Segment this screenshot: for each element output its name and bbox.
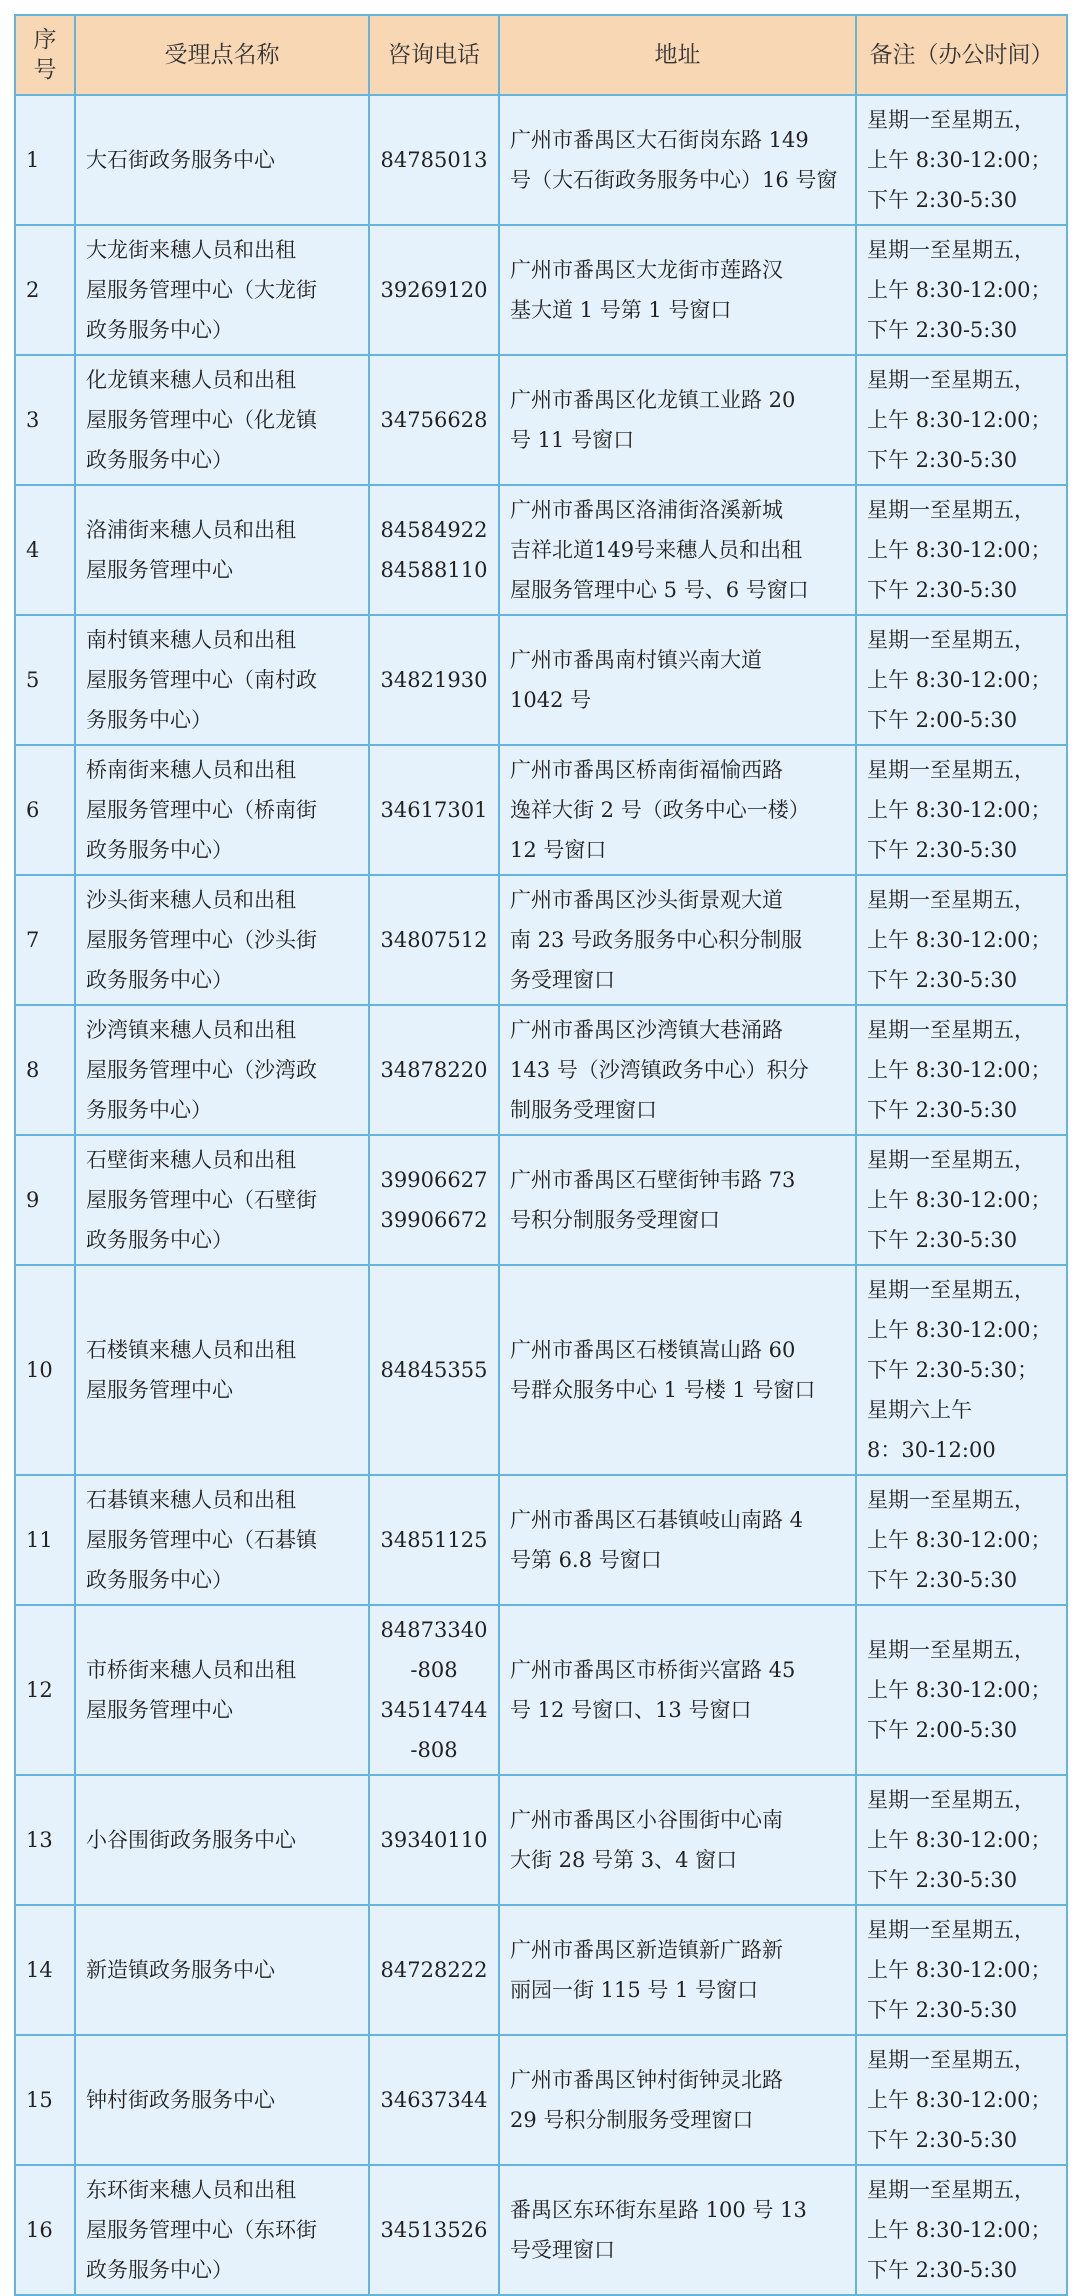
- office-hours-line: 星期一至星期五，: [867, 1278, 1035, 1302]
- row-number: 6: [15, 745, 75, 875]
- phone-number-cell: [369, 1905, 499, 2035]
- row-number: 4: [15, 485, 75, 615]
- address-cell: [499, 1905, 856, 2035]
- row-number: 10: [15, 1265, 75, 1475]
- address-cell: [499, 1605, 856, 1775]
- service-point-name-line: 屋服务管理中心: [86, 1378, 233, 1402]
- address-line: 1042 号: [510, 688, 592, 712]
- phone-number-line: 84845355: [380, 1358, 488, 1382]
- office-hours-cell: [856, 225, 1067, 355]
- service-point-name-line: 务服务中心）: [86, 1098, 212, 1122]
- phone-number-line: -808: [410, 1658, 458, 1682]
- address-cell: [499, 1135, 856, 1265]
- address-cell: [499, 2035, 856, 2165]
- address-cell: [499, 1265, 856, 1475]
- address-cell: [499, 1005, 856, 1135]
- office-hours-cell: [856, 1135, 1067, 1265]
- office-hours-line: 下午 2:30-5:30: [867, 838, 1018, 862]
- office-hours-line: 上午 8:30-12:00；: [867, 1828, 1052, 1852]
- phone-number-line: 39906627: [380, 1168, 488, 1192]
- header-no: [15, 15, 75, 95]
- table-row: [15, 1475, 1067, 1605]
- address-cell: [499, 615, 856, 745]
- table-row: [15, 1605, 1067, 1775]
- table-row: [15, 2035, 1067, 2165]
- header-name: 受理点名称: [75, 15, 369, 95]
- address-line: 143 号（沙湾镇政务中心）积分: [510, 1058, 809, 1082]
- office-hours-line: 星期一至星期五，: [867, 2178, 1035, 2202]
- office-hours-line: 上午 8:30-12:00；: [867, 798, 1052, 822]
- office-hours-line: 下午 2:30-5:30: [867, 2128, 1018, 2152]
- row-number: 12: [15, 1605, 75, 1775]
- phone-number-line: 39269120: [380, 278, 488, 302]
- service-point-name-line: 沙头街来穗人员和出租: [86, 888, 296, 912]
- address-line: 广州市番禺区大石街岗东路 149: [510, 128, 809, 152]
- phone-number-cell: [369, 615, 499, 745]
- service-point-name-line: 屋服务管理中心: [86, 1698, 233, 1722]
- row-number: 16: [15, 2165, 75, 2295]
- service-point-name-line: 洛浦街来穗人员和出租: [86, 518, 296, 542]
- phone-number-line: 34807512: [380, 928, 488, 952]
- address-line: 广州市番禺区钟村街钟灵北路: [510, 2068, 783, 2092]
- row-number: 7: [15, 875, 75, 1005]
- service-point-name-line: 化龙镇来穗人员和出租: [86, 368, 296, 392]
- service-point-name-line: 屋服务管理中心（沙湾政: [86, 1058, 317, 1082]
- address-line: 吉祥北道149号来穗人员和出租: [510, 538, 803, 562]
- service-point-name-line: 屋服务管理中心（石碁镇: [86, 1528, 317, 1552]
- address-line: 丽园一街 115 号 1 号窗口: [510, 1978, 759, 2002]
- phone-number-cell: [369, 1135, 499, 1265]
- header-note: 备注（办公时间）: [856, 15, 1067, 95]
- service-point-name-line: 东环街来穗人员和出租: [86, 2178, 296, 2202]
- office-hours-line: 下午 2:30-5:30: [867, 578, 1018, 602]
- service-point-name-cell: [75, 1905, 369, 2035]
- address-cell: [499, 95, 856, 225]
- address-line: 号 11 号窗口: [510, 428, 635, 452]
- address-line: 12 号窗口: [510, 838, 607, 862]
- service-point-name-line: 政务服务中心）: [86, 838, 233, 862]
- address-line: 屋服务管理中心 5 号、6 号窗口: [510, 578, 809, 602]
- service-point-name-line: 政务服务中心）: [86, 448, 233, 472]
- row-number: 1: [15, 95, 75, 225]
- service-point-name-line: 钟村街政务服务中心: [86, 2088, 275, 2112]
- table-row: [15, 485, 1067, 615]
- office-hours-line: 下午 2:30-5:30: [867, 968, 1018, 992]
- office-hours-line: 下午 2:00-5:30: [867, 1718, 1018, 1742]
- service-point-name-line: 新造镇政务服务中心: [86, 1958, 275, 1982]
- table-header-row: [15, 15, 1067, 95]
- office-hours-cell: [856, 1475, 1067, 1605]
- address-line: 务受理窗口: [510, 968, 615, 992]
- service-point-name-cell: [75, 1265, 369, 1475]
- address-line: 广州市番禺区沙头街景观大道: [510, 888, 783, 912]
- address-line: 大街 28 号第 3、4 窗口: [510, 1848, 738, 1872]
- service-point-name-line: 务服务中心）: [86, 708, 212, 732]
- service-point-name-line: 小谷围街政务服务中心: [86, 1828, 296, 1852]
- service-point-name-cell: [75, 875, 369, 1005]
- office-hours-line: 上午 8:30-12:00；: [867, 148, 1052, 172]
- service-point-name-line: 屋服务管理中心（石壁街: [86, 1188, 317, 1212]
- service-point-name-line: 政务服务中心）: [86, 318, 233, 342]
- office-hours-line: 星期六上午: [867, 1398, 972, 1422]
- office-hours-line: 星期一至星期五，: [867, 2048, 1035, 2072]
- table-row: [15, 95, 1067, 225]
- office-hours-line: 上午 8:30-12:00；: [867, 1318, 1052, 1342]
- address-line: 制服务受理窗口: [510, 1098, 657, 1122]
- office-hours-line: 下午 2:30-5:30: [867, 1568, 1018, 1592]
- table-row: [15, 355, 1067, 485]
- service-point-name-line: 屋服务管理中心（化龙镇: [86, 408, 317, 432]
- phone-number-cell: [369, 95, 499, 225]
- address-cell: [499, 485, 856, 615]
- office-hours-line: 星期一至星期五，: [867, 108, 1035, 132]
- row-number: 2: [15, 225, 75, 355]
- office-hours-cell: [856, 615, 1067, 745]
- address-line: 广州市番禺区石碁镇岐山南路 4: [510, 1508, 804, 1532]
- office-hours-line: 星期一至星期五，: [867, 1018, 1035, 1042]
- table-row: [15, 2165, 1067, 2295]
- service-point-name-line: 政务服务中心）: [86, 968, 233, 992]
- service-point-name-line: 沙湾镇来穗人员和出租: [86, 1018, 296, 1042]
- row-number: 14: [15, 1905, 75, 2035]
- office-hours-line: 上午 8:30-12:00；: [867, 2088, 1052, 2112]
- office-hours-line: 上午 8:30-12:00；: [867, 538, 1052, 562]
- office-hours-line: 下午 2:30-5:30: [867, 1998, 1018, 2022]
- address-line: 号受理窗口: [510, 2238, 615, 2262]
- office-hours-line: 上午 8:30-12:00；: [867, 1058, 1052, 1082]
- table-row: [15, 1135, 1067, 1265]
- table-row: [15, 1005, 1067, 1135]
- office-hours-line: 星期一至星期五，: [867, 1788, 1035, 1812]
- service-point-name-cell: [75, 1135, 369, 1265]
- office-hours-cell: [856, 1265, 1067, 1475]
- phone-number-line: 34513526: [380, 2218, 488, 2242]
- service-point-name-cell: [75, 2165, 369, 2295]
- phone-number-cell: [369, 1605, 499, 1775]
- table-row: [15, 1905, 1067, 2035]
- address-line: 号（大石街政务服务中心）16 号窗: [510, 168, 838, 192]
- address-line: 号积分制服务受理窗口: [510, 1208, 720, 1232]
- office-hours-line: 8：30-12:00: [867, 1438, 996, 1462]
- phone-number-line: 34514744: [380, 1698, 488, 1722]
- office-hours-line: 星期一至星期五，: [867, 368, 1035, 392]
- phone-number-cell: [369, 2035, 499, 2165]
- office-hours-cell: [856, 1775, 1067, 1905]
- office-hours-line: 下午 2:30-5:30: [867, 318, 1018, 342]
- service-point-name-line: 南村镇来穗人员和出租: [86, 628, 296, 652]
- phone-number-line: 39906672: [380, 1208, 488, 1232]
- service-point-name-line: 石楼镇来穗人员和出租: [86, 1338, 296, 1362]
- service-point-name-line: 屋服务管理中心（大龙街: [86, 278, 317, 302]
- phone-number-line: 34617301: [380, 798, 488, 822]
- service-point-name-cell: [75, 1475, 369, 1605]
- service-point-name-cell: [75, 355, 369, 485]
- service-point-name-cell: [75, 485, 369, 615]
- address-line: 广州市番禺区石楼镇嵩山路 60: [510, 1338, 796, 1362]
- address-line: 基大道 1 号第 1 号窗口: [510, 298, 732, 322]
- office-hours-line: 上午 8:30-12:00；: [867, 1958, 1052, 1982]
- office-hours-cell: [856, 2165, 1067, 2295]
- service-point-name-line: 屋服务管理中心（南村政: [86, 668, 317, 692]
- office-hours-line: 星期一至星期五，: [867, 758, 1035, 782]
- office-hours-cell: [856, 485, 1067, 615]
- office-hours-line: 上午 8:30-12:00；: [867, 278, 1052, 302]
- address-line: 广州市番禺区小谷围街中心南: [510, 1808, 783, 1832]
- service-point-name-line: 市桥街来穗人员和出租: [86, 1658, 296, 1682]
- phone-number-line: 34756628: [380, 408, 488, 432]
- office-hours-line: 上午 8:30-12:00；: [867, 668, 1052, 692]
- service-point-name-line: 屋服务管理中心（东环街: [86, 2218, 317, 2242]
- office-hours-cell: [856, 2035, 1067, 2165]
- office-hours-cell: [856, 745, 1067, 875]
- phone-number-cell: [369, 225, 499, 355]
- phone-number-cell: [369, 485, 499, 615]
- service-point-name-cell: [75, 95, 369, 225]
- office-hours-line: 上午 8:30-12:00；: [867, 2218, 1052, 2242]
- service-point-name-line: 石壁街来穗人员和出租: [86, 1148, 296, 1172]
- office-hours-line: 星期一至星期五，: [867, 1918, 1035, 1942]
- address-line: 广州市番禺南村镇兴南大道: [510, 648, 762, 672]
- office-hours-cell: [856, 875, 1067, 1005]
- address-line: 逸祥大街 2 号（政务中心一楼）: [510, 798, 810, 822]
- office-hours-line: 星期一至星期五，: [867, 238, 1035, 262]
- office-hours-line: 星期一至星期五，: [867, 1148, 1035, 1172]
- table-row: [15, 875, 1067, 1005]
- service-points-table: [14, 14, 1068, 2296]
- header-no-line: 序: [33, 27, 57, 53]
- row-number: 5: [15, 615, 75, 745]
- phone-number-cell: [369, 875, 499, 1005]
- address-cell: [499, 1775, 856, 1905]
- office-hours-line: 下午 2:30-5:30: [867, 1098, 1018, 1122]
- service-point-name-cell: [75, 225, 369, 355]
- office-hours-line: 星期一至星期五，: [867, 1488, 1035, 1512]
- phone-number-line: 34637344: [380, 2088, 488, 2112]
- phone-number-line: 84588110: [380, 558, 488, 582]
- address-line: 广州市番禺区沙湾镇大巷涌路: [510, 1018, 783, 1042]
- address-line: 广州市番禺区市桥街兴富路 45: [510, 1658, 796, 1682]
- service-point-name-line: 石碁镇来穗人员和出租: [86, 1488, 296, 1512]
- office-hours-line: 星期一至星期五，: [867, 498, 1035, 522]
- phone-number-line: 34878220: [380, 1058, 488, 1082]
- table-row: [15, 1775, 1067, 1905]
- service-point-name-cell: [75, 745, 369, 875]
- office-hours-line: 上午 8:30-12:00；: [867, 1678, 1052, 1702]
- address-line: 号群众服务中心 1 号楼 1 号窗口: [510, 1378, 816, 1402]
- office-hours-line: 下午 2:30-5:30: [867, 1228, 1018, 1252]
- row-number: 11: [15, 1475, 75, 1605]
- address-line: 番禺区东环街东星路 100 号 13: [510, 2198, 807, 2222]
- service-point-name-line: 政务服务中心）: [86, 1228, 233, 1252]
- office-hours-cell: [856, 95, 1067, 225]
- service-point-name-cell: [75, 1005, 369, 1135]
- phone-number-cell: [369, 1265, 499, 1475]
- office-hours-line: 星期一至星期五，: [867, 1638, 1035, 1662]
- service-point-name-line: 政务服务中心）: [86, 1568, 233, 1592]
- address-cell: [499, 875, 856, 1005]
- phone-number-cell: [369, 2165, 499, 2295]
- service-point-name-line: 大龙街来穗人员和出租: [86, 238, 296, 262]
- address-cell: [499, 2165, 856, 2295]
- address-cell: [499, 225, 856, 355]
- phone-number-cell: [369, 1775, 499, 1905]
- phone-number-cell: [369, 1475, 499, 1605]
- office-hours-line: 上午 8:30-12:00；: [867, 928, 1052, 952]
- service-point-name-line: 屋服务管理中心（桥南街: [86, 798, 317, 822]
- office-hours-line: 星期一至星期五，: [867, 628, 1035, 652]
- address-line: 广州市番禺区新造镇新广路新: [510, 1938, 783, 1962]
- office-hours-line: 下午 2:30-5:30: [867, 448, 1018, 472]
- row-number: 9: [15, 1135, 75, 1265]
- service-point-name-line: 屋服务管理中心（沙头街: [86, 928, 317, 952]
- phone-number-cell: [369, 355, 499, 485]
- address-line: 号 12 号窗口、13 号窗口: [510, 1698, 752, 1722]
- service-point-name-cell: [75, 2035, 369, 2165]
- address-line: 广州市番禺区石壁街钟韦路 73: [510, 1168, 796, 1192]
- row-number: 15: [15, 2035, 75, 2165]
- phone-number-line: 84785013: [380, 148, 488, 172]
- phone-number-line: 84873340: [380, 1618, 488, 1642]
- service-point-name-line: 屋服务管理中心: [86, 558, 233, 582]
- office-hours-cell: [856, 355, 1067, 485]
- office-hours-cell: [856, 1905, 1067, 2035]
- phone-number-line: 84584922: [380, 518, 488, 542]
- address-line: 广州市番禺区桥南街福愉西路: [510, 758, 783, 782]
- office-hours-line: 下午 2:00-5:30: [867, 708, 1018, 732]
- phone-number-cell: [369, 1005, 499, 1135]
- service-point-name-cell: [75, 1605, 369, 1775]
- service-point-name-line: 桥南街来穗人员和出租: [86, 758, 296, 782]
- address-line: 广州市番禺区大龙街市莲路汉: [510, 258, 783, 282]
- address-cell: [499, 1475, 856, 1605]
- office-hours-line: 上午 8:30-12:00；: [867, 408, 1052, 432]
- office-hours-line: 上午 8:30-12:00；: [867, 1528, 1052, 1552]
- phone-number-cell: [369, 745, 499, 875]
- address-line: 广州市番禺区洛浦街洛溪新城: [510, 498, 783, 522]
- table-row: [15, 615, 1067, 745]
- phone-number-line: 34821930: [380, 668, 488, 692]
- address-line: 号第 6.8 号窗口: [510, 1548, 662, 1572]
- phone-number-line: 84728222: [380, 1958, 488, 1982]
- office-hours-line: 下午 2:30-5:30: [867, 1868, 1018, 1892]
- office-hours-cell: [856, 1605, 1067, 1775]
- table-row: [15, 1265, 1067, 1475]
- office-hours-line: 上午 8:30-12:00；: [867, 1188, 1052, 1212]
- service-point-name-cell: [75, 615, 369, 745]
- office-hours-line: 下午 2:30-5:30；: [867, 1358, 1039, 1382]
- row-number: 8: [15, 1005, 75, 1135]
- table-row: [15, 745, 1067, 875]
- phone-number-line: -808: [410, 1738, 458, 1762]
- row-number: 13: [15, 1775, 75, 1905]
- header-no-line: 号: [33, 57, 57, 83]
- office-hours-line: 下午 2:30-5:30: [867, 188, 1018, 212]
- address-cell: [499, 745, 856, 875]
- row-number: 3: [15, 355, 75, 485]
- phone-number-line: 39340110: [380, 1828, 488, 1852]
- phone-number-line: 34851125: [380, 1528, 488, 1552]
- address-line: 29 号积分制服务受理窗口: [510, 2108, 754, 2132]
- address-line: 广州市番禺区化龙镇工业路 20: [510, 388, 796, 412]
- service-point-name-line: 政务服务中心）: [86, 2258, 233, 2282]
- office-hours-line: 星期一至星期五，: [867, 888, 1035, 912]
- service-point-name-line: 大石街政务服务中心: [86, 148, 275, 172]
- header-phone: 咨询电话: [369, 15, 499, 95]
- address-line: 南 23 号政务服务中心积分制服: [510, 928, 803, 952]
- service-point-name-cell: [75, 1775, 369, 1905]
- table-row: [15, 225, 1067, 355]
- office-hours-cell: [856, 1005, 1067, 1135]
- header-address: 地址: [499, 15, 856, 95]
- office-hours-line: 下午 2:30-5:30: [867, 2258, 1018, 2282]
- address-cell: [499, 355, 856, 485]
